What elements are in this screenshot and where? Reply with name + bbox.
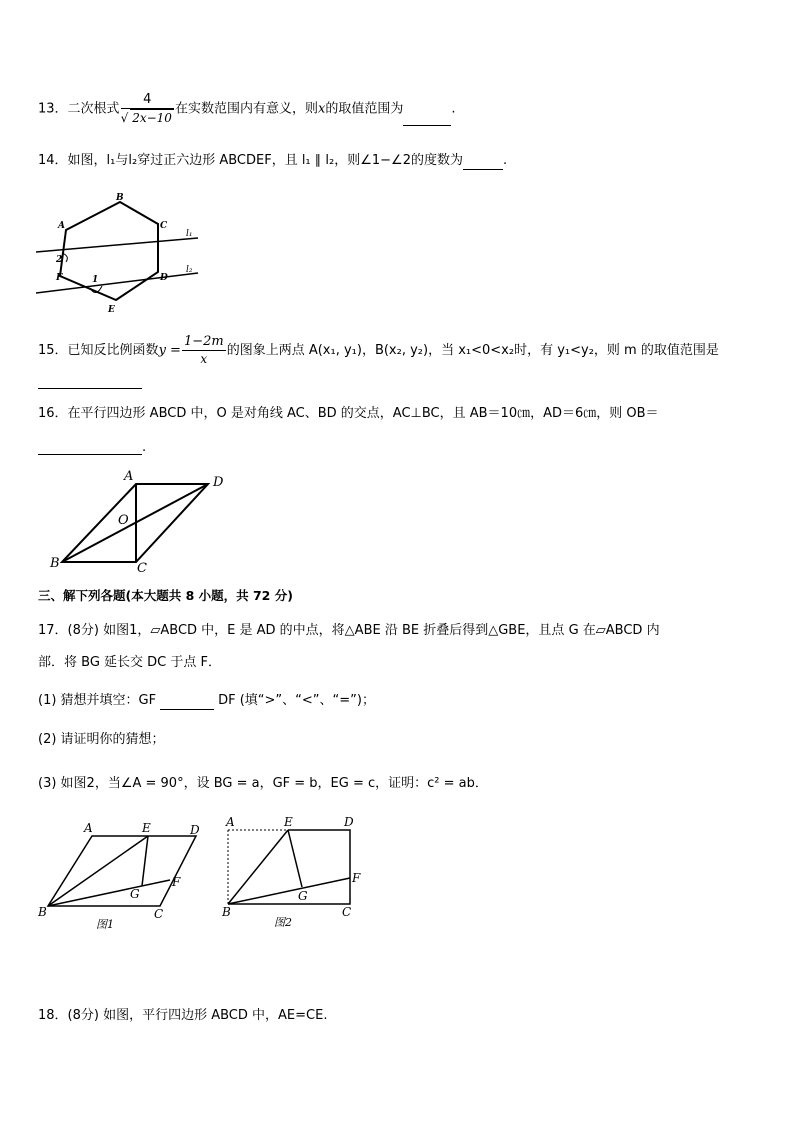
fraction-numerator: 4 (121, 92, 174, 109)
label-F: F (172, 875, 181, 889)
label-A: A (58, 221, 65, 231)
figure-1-svg (34, 818, 209, 936)
figure-2 (218, 812, 368, 936)
label-l2: l₂ (186, 265, 193, 275)
line-l1 (36, 238, 198, 252)
label-A: A (226, 815, 235, 829)
fig2-rectangle (228, 830, 350, 904)
question-17-line-2: 部．将 BG 延长交 DC 于点 F． (38, 655, 221, 670)
label-D: D (213, 475, 224, 490)
question-number: 16． (38, 406, 68, 421)
q14-end: . (502, 153, 508, 168)
q13-text-2: 在实数范围内有意义，则 (174, 101, 318, 117)
q13-text-3: 的取值范围为 (325, 101, 404, 117)
question-number: 13． (38, 101, 68, 117)
q18-text: (8分) 如图，平行四边形 ABCD 中，AE=CE. (67, 1008, 328, 1023)
radicand: 2x−10 (132, 111, 172, 125)
question-17-part-2: (2) 请证明你的猜想； (38, 732, 165, 747)
label-E: E (284, 815, 293, 829)
answer-blank (463, 169, 503, 170)
label-G: G (130, 887, 140, 901)
label-B: B (222, 905, 231, 919)
q13-var: x (317, 101, 326, 117)
question-number: 14． (38, 153, 68, 168)
q13-text-1: 二次根式 (67, 101, 120, 117)
label-C: C (342, 905, 352, 919)
label-D: D (344, 815, 354, 829)
q13-fraction (121, 92, 174, 126)
label-angle-2: 2 (56, 255, 63, 265)
hexagon-svg (36, 190, 206, 315)
q13-end: . (451, 101, 456, 117)
question-17-part-1 (38, 692, 764, 710)
label-B: B (50, 556, 60, 571)
fig1-EG (142, 836, 148, 886)
figure-2-caption: 图2 (274, 916, 292, 929)
fraction-denominator: √ 2x−10 (120, 111, 172, 125)
parallelogram-svg (48, 468, 238, 576)
q16-blank-line (38, 440, 146, 455)
q15-fraction (182, 334, 226, 367)
hexagon-shape (60, 202, 158, 300)
q16-text: 在平行四边形 ABCD 中，O 是对角线 AC、BD 的交点，AC⊥BC，且 AB＝10㎝，AD＝6㎝，则 OB＝ (67, 406, 659, 421)
q17-text-1: (8分) 如图1，▱ABCD 中，E 是 AD 的中点，将△ABE 沿 BE 折叠后得到△GBE，且点 G 在▱ABCD 内 (67, 623, 660, 638)
label-G: G (298, 889, 308, 903)
label-C: C (137, 561, 147, 576)
answer-blank (38, 442, 142, 455)
q15-y-eq: y = (158, 343, 181, 358)
fraction-numerator: 1−2m (183, 334, 224, 349)
q16-end: . (142, 440, 147, 455)
question-number: 18． (38, 1008, 68, 1023)
answer-blank (160, 709, 214, 710)
label-B: B (116, 193, 124, 203)
question-number: 17． (38, 623, 68, 638)
q15-text-1: 已知反比例函数 (67, 343, 159, 358)
figure-1-caption: 图1 (96, 918, 114, 931)
q14-text: 如图，l₁与l₂穿过正六边形 ABCDEF，且 l₁ ∥ l₂，则∠1−∠2的度数为 (67, 153, 463, 168)
question-13 (38, 92, 764, 126)
label-D: D (160, 273, 168, 283)
label-O: O (118, 513, 129, 528)
question-17-part-3: (3) 如图2，当∠A = 90°，设 BG = a，GF = b，EG = c，证明：c² = ab． (38, 776, 488, 791)
label-D: D (190, 823, 200, 837)
section-heading: 三、解下列各题(本大题共 8 小题，共 72 分) (38, 588, 293, 603)
label-B: B (38, 905, 47, 919)
fig2-EG (288, 830, 302, 887)
question-15 (38, 334, 764, 367)
q17-part1-text-a: (1) 猜想并填空：GF (38, 693, 157, 708)
hexagon-figure (36, 190, 206, 315)
q15-text-2: 的图象上两点 A(x₁, y₁)，B(x₂, y₂)，当 x₁<0<x₂时，有 y₁<y₂，则 m 的取值范围是 (226, 343, 719, 358)
label-E: E (108, 305, 115, 315)
label-A: A (84, 821, 93, 835)
figure-2-svg (218, 812, 368, 936)
question-18 (38, 1007, 764, 1025)
question-16 (38, 405, 764, 423)
q17-part1-text-b: DF (填“>”、“<”、“=”)； (218, 693, 375, 708)
parallelogram-figure (48, 468, 238, 576)
label-angle-1: 1 (92, 275, 99, 285)
figure-1 (34, 818, 209, 936)
answer-blank (403, 125, 451, 126)
question-17-line-1 (38, 622, 764, 640)
label-C: C (154, 907, 164, 921)
label-A: A (124, 469, 134, 484)
label-F: F (352, 871, 361, 885)
label-C: C (160, 221, 168, 231)
fraction-denominator: x (200, 352, 208, 366)
label-E: E (142, 821, 151, 835)
question-number: 15． (38, 343, 68, 358)
q15-answer-blank (38, 376, 142, 389)
question-14 (38, 152, 764, 170)
label-l1: l₁ (186, 229, 193, 239)
fig1-parallelogram (48, 836, 196, 906)
label-F: F (56, 273, 63, 283)
